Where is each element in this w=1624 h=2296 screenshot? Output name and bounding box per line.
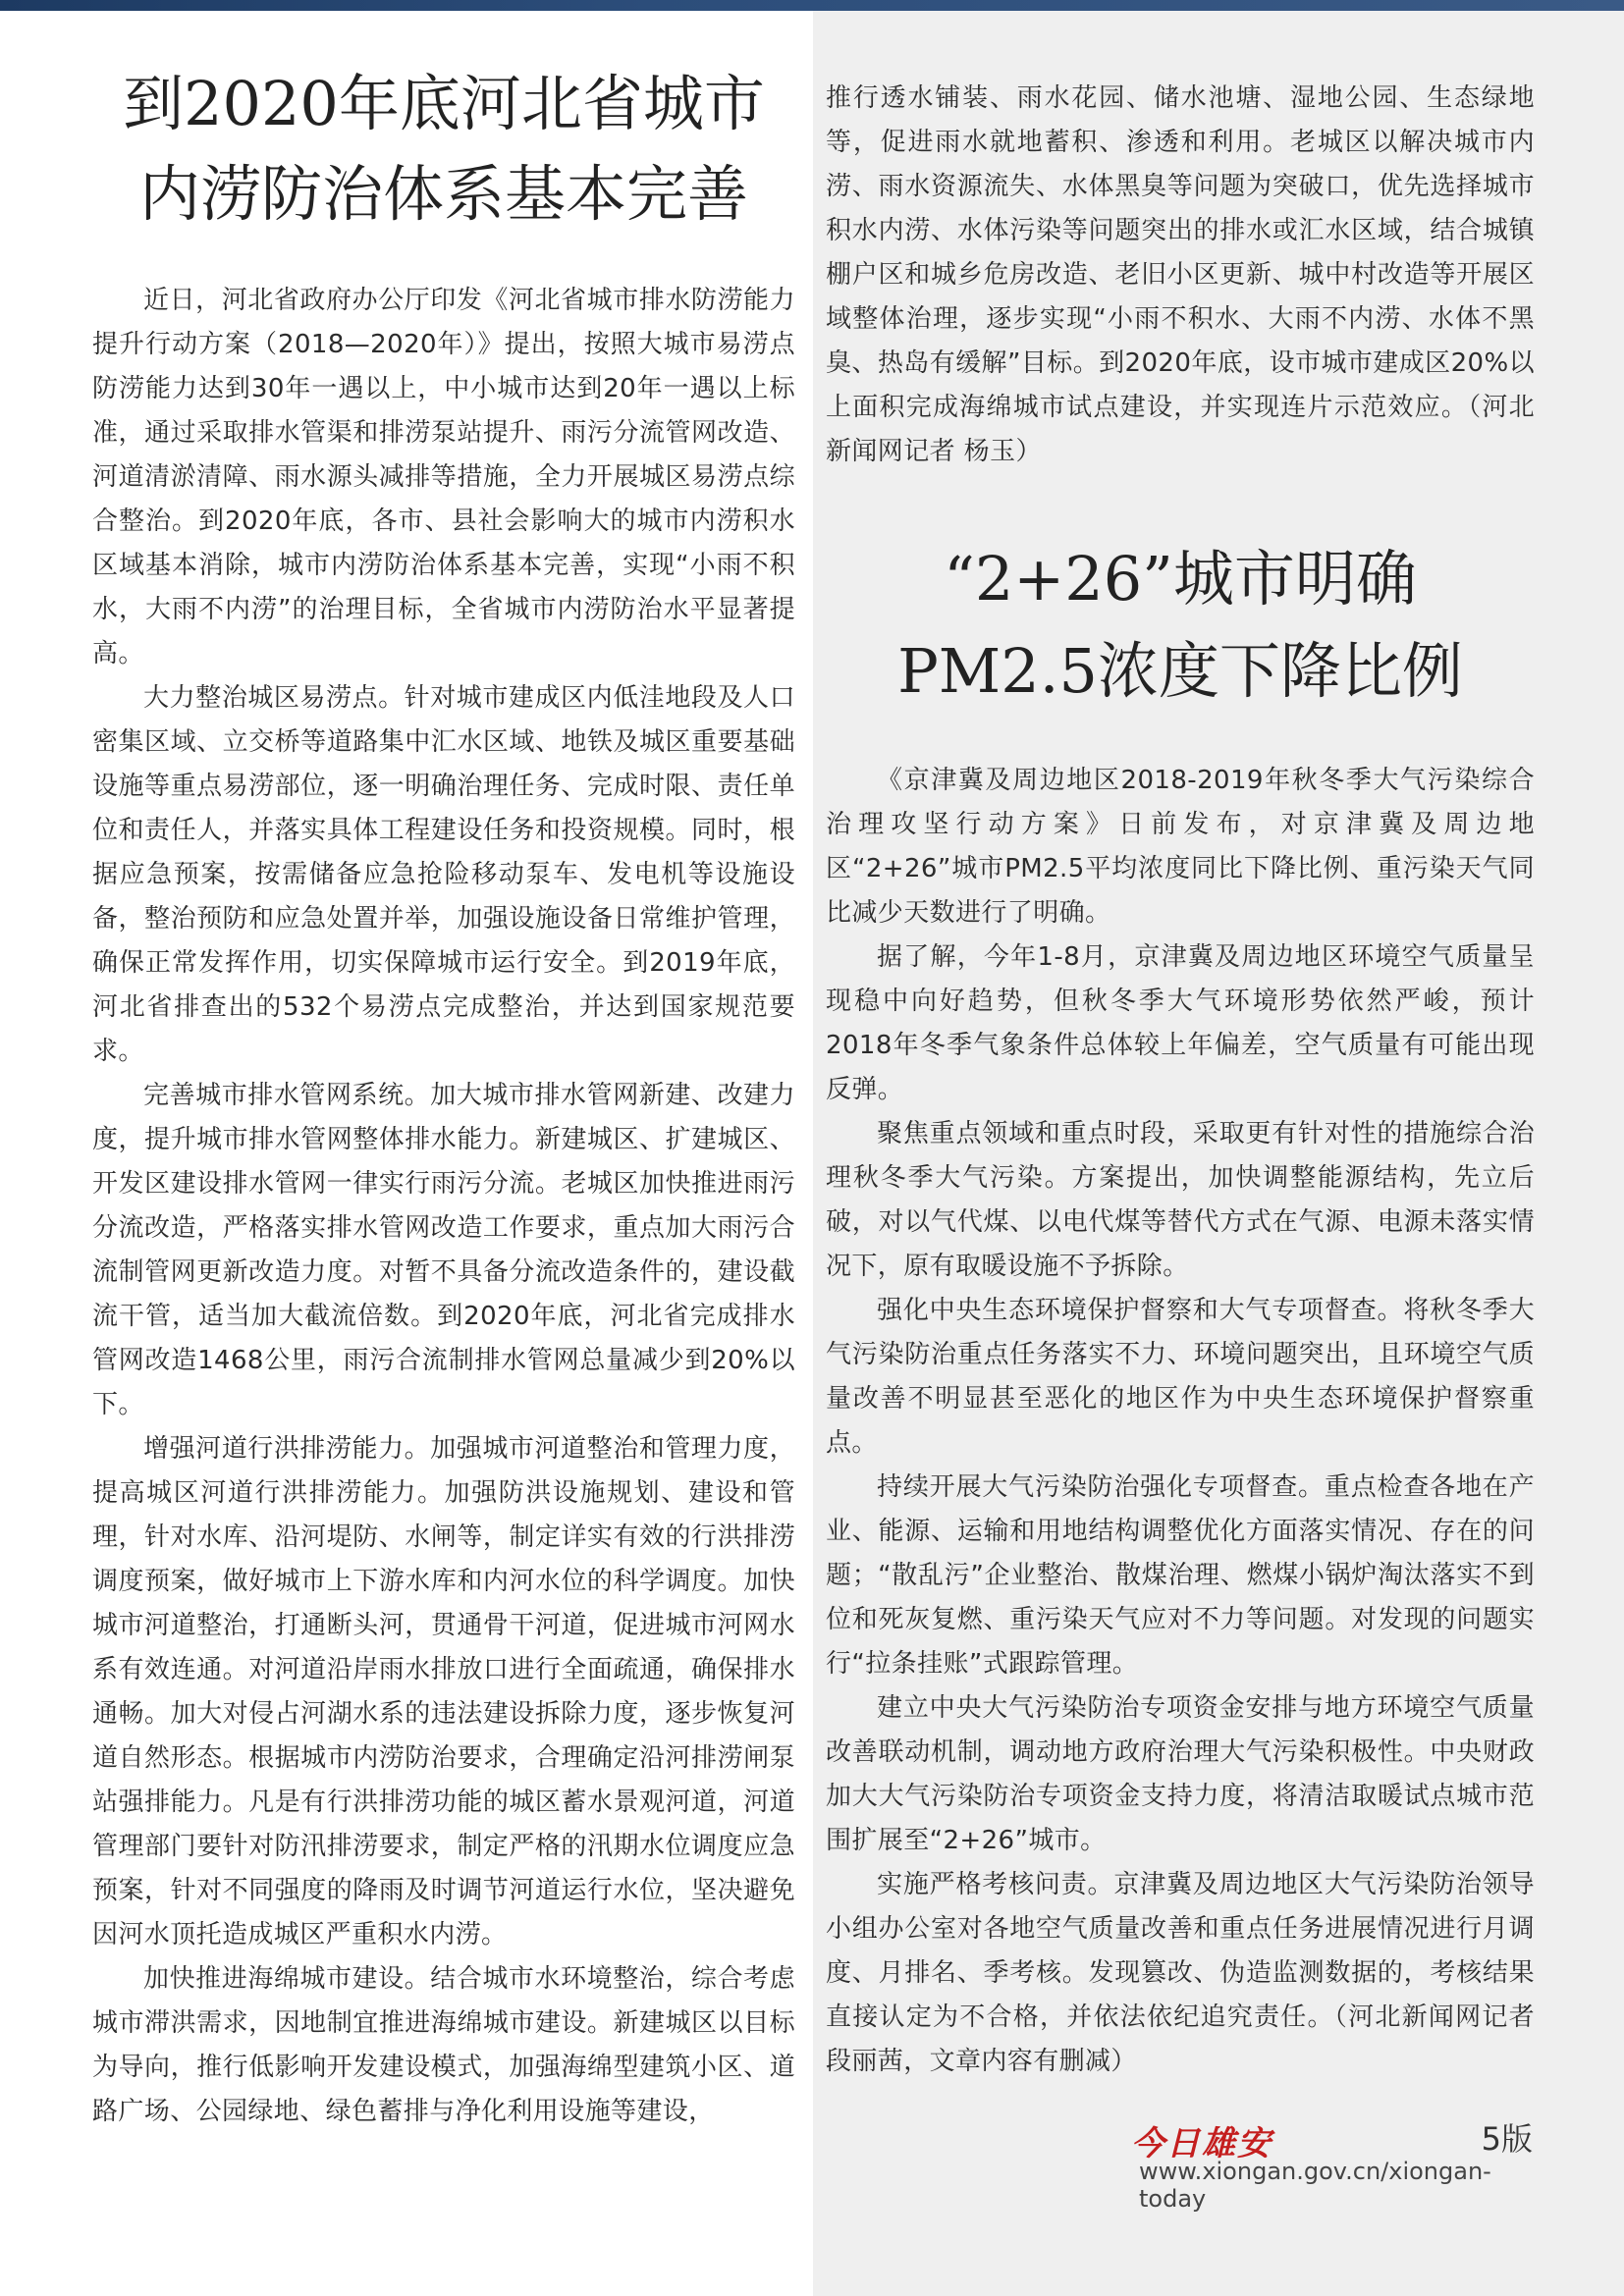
paragraph: 增强河道行洪排涝能力。加强城市河道整治和管理力度，提高城区河道行洪排涝能力。加强防洪设施规划、建设和管理，针对水库、沿河堤防、水闸等，制定详实有效的行洪排涝调度预案，做好城市上下游水库和内河水位的科学调度。加快城市河道整治，打通断头河，贯通骨干河道，促进城市河网水系有效连通。对河道沿岸雨水排放口进行全面疏通，确保排水通畅。加大对侵占河湖水系的违法建设拆除力度，逐步恢复河道自然形态。根据城市内涝防治要求，合理确定沿河排涝闸泵站强排能力。凡是有行洪排涝功能的城区蓄水景观河道，河道管理部门要针对防汛排涝要求，制定严格的汛期水位调度应急预案，针对不同强度的降雨及时调节河道运行水位，坚决避免因河水顶托造成城区严重积水内涝。 [92, 1434, 795, 1949]
right-column [826, 77, 1535, 2084]
article-title-flood [92, 59, 795, 240]
title-line-1: 到2020年底河北省城市 [123, 68, 765, 139]
article-title-pm25 [826, 533, 1535, 718]
paragraph: 加快推进海绵城市建设。结合城市水环境整治，综合考虑城市滞洪需求，因地制宜推进海绵城市建设。新建城区以目标为导向，推行低影响开发建设模式，加强海绵型建筑小区、道路广场、公园绿地、绿色蓄排与净化利用设施等建设， [92, 1964, 795, 2126]
paragraph: 近日，河北省政府办公厅印发《河北省城市排水防涝能力提升行动方案（2018—2020年）》提出，按照大城市易涝点防涝能力达到30年一遇以上，中小城市达到20年一遇以上标准，通过采取排水管渠和排涝泵站提升、雨污分流管网改造、河道清淤清障、雨水源头减排等措施，全力开展城区易涝点综合整治。到2020年底，各市、县社会影响大的城市内涝积水区域基本消除，城市内涝防治体系基本完善，实现“小雨不积水，大雨不内涝”的治理目标，全省城市内涝防治水平显著提高。 [92, 286, 795, 668]
title-line-1: “2+26”城市明确 [944, 543, 1417, 614]
title-line-2: 内涝防治体系基本完善 [138, 158, 748, 230]
top-color-bar [0, 0, 1624, 11]
paragraph: 据了解，今年1-8月，京津冀及周边地区环境空气质量呈现稳中向好趋势，但秋冬季大气环境形势依然严峻，预计2018年冬季气象条件总体较上年偏差，空气质量有可能出现反弹。 [826, 942, 1535, 1104]
paragraph: 《京津冀及周边地区2018-2019年秋冬季大气污染综合治理攻坚行动方案》日前发布，对京津冀及周边地区“2+26”城市PM2.5平均浓度同比下降比例、重污染天气同比减少天数进行了明确。 [826, 766, 1535, 928]
continued-paragraph: 推行透水铺装、雨水花园、储水池塘、湿地公园、生态绿地等，促进雨水就地蓄积、渗透和利用。老城区以解决城市内涝、雨水资源流失、水体黑臭等问题为突破口，优先选择城市积水内涝、水体污染等问题突出的排水或汇水区域，结合城镇棚户区和城乡危房改造、老旧小区更新、城中村改造等开展区域整体治理，逐步实现“小雨不积水、大雨不内涝、水体不黑臭、热岛有缓解”目标。到2020年底，设市城市建成区20%以上面积完成海绵城市试点建设，并实现连片示范效应。（河北新闻网记者 杨玉） [826, 83, 1535, 466]
footer-url[interactable]: www.xiongan.gov.cn/xiongan-today [1139, 2158, 1491, 2213]
page-number: 5版 [1481, 2120, 1533, 2158]
paragraph: 持续开展大气污染防治强化专项督查。重点检查各地在产业、能源、运输和用地结构调整优化方面落实情况、存在的问题；“散乱污”企业整治、散煤治理、燃煤小锅炉淘汰落实不到位和死灰复燃、重污染天气应对不力等问题。对发现的问题实行“拉条挂账”式跟踪管理。 [826, 1472, 1535, 1679]
paragraph: 完善城市排水管网系统。加大城市排水管网新建、改建力度，提升城市排水管网整体排水能力。新建城区、扩建城区、开发区建设排水管网一律实行雨污分流。老城区加快推进雨污分流改造，严格落实排水管网改造工作要求，重点加大雨污合流制管网更新改造力度。对暂不具备分流改造条件的，建设截流干管，适当加大截流倍数。到2020年底，河北省完成排水管网改造1468公里，雨污合流制排水管网总量减少到20%以下。 [92, 1081, 795, 1419]
paragraph: 大力整治城区易涝点。针对城市建成区内低洼地段及人口密集区域、立交桥等道路集中汇水区域、地铁及城区重要基础设施等重点易涝部位，逐一明确治理任务、完成时限、责任单位和责任人，并落实具体工程建设任务和投资规模。同时，根据应急预案，按需储备应急抢险移动泵车、发电机等设施设备，整治预防和应急处置并举，加强设施设备日常维护管理，确保正常发挥作用，切实保障城市运行安全。到2019年底，河北省排查出的532个易涝点完成整治，并达到国家规范要求。 [92, 683, 795, 1066]
title-line-2: PM2.5浓度下降比例 [897, 635, 1463, 707]
paragraph: 强化中央生态环境保护督察和大气专项督查。将秋冬季大气污染防治重点任务落实不力、环境问题突出，且环境空气质量改善不明显甚至恶化的地区作为中央生态环境保护督察重点。 [826, 1296, 1535, 1458]
paragraph: 实施严格考核问责。京津冀及周边地区大气污染防治领导小组办公室对各地空气质量改善和重点任务进展情况进行月调度、月排名、季考核。发现篡改、伪造监测数据的，考核结果直接认定为不合格，并依法依纪追究责任。（河北新闻网记者 段丽茜，文章内容有删减） [826, 1870, 1535, 2076]
page-footer [982, 2110, 1537, 2213]
paragraph: 建立中央大气污染防治专项资金安排与地方环境空气质量改善联动机制，调动地方政府治理大气污染积极性。中央财政加大大气污染防治专项资金支持力度，将清洁取暖试点城市范围扩展至“2+26”城市。 [826, 1693, 1535, 1855]
left-column [92, 59, 795, 2134]
paragraph: 聚焦重点领域和重点时段，采取更有针对性的措施综合治理秋冬季大气污染。方案提出，加快调整能源结构，先立后破，对以气代煤、以电代煤等替代方式在气源、电源未落实情况下，原有取暖设施不予拆除。 [826, 1119, 1535, 1281]
newspaper-logo: 今日雄安 [1131, 2124, 1272, 2163]
